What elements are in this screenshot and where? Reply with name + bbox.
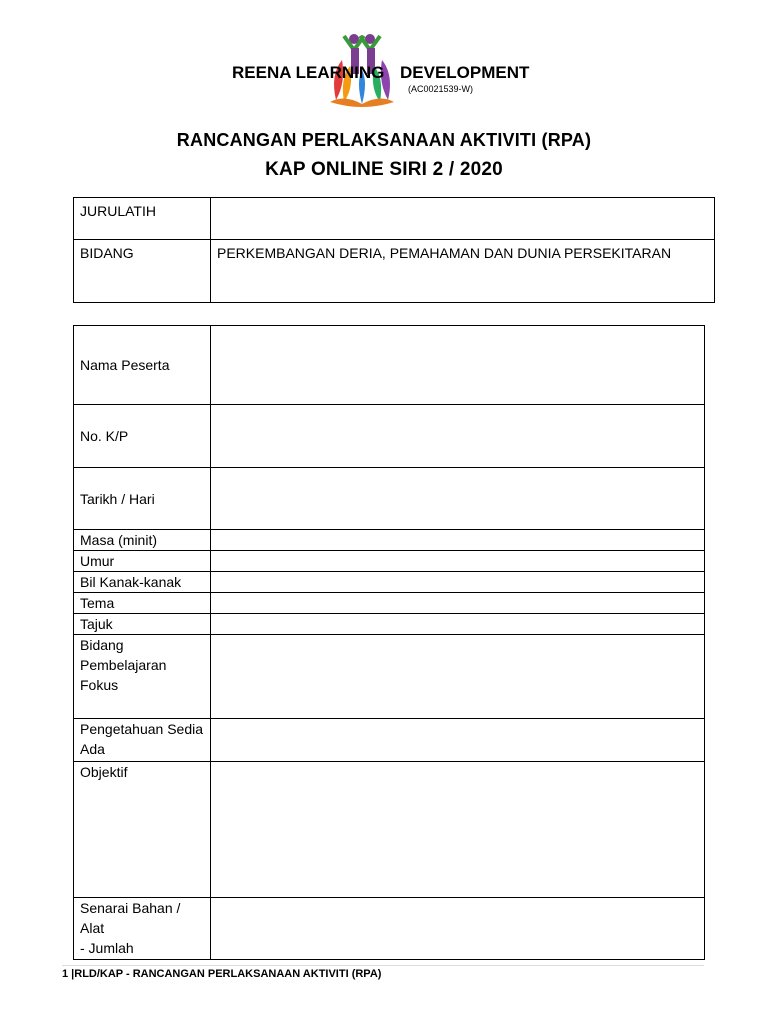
table-row (74, 198, 715, 240)
bidang-fokus-field[interactable] (211, 635, 705, 719)
jumlah-text: - Jumlah (80, 940, 134, 956)
label-masa: Masa (minit) (74, 530, 211, 551)
table-row (74, 898, 705, 960)
label-tajuk: Tajuk (74, 614, 211, 635)
label-senarai-bahan (74, 898, 211, 960)
label-bidang: BIDANG (74, 240, 211, 303)
tajuk-field[interactable] (211, 614, 705, 635)
page-title: RANCANGAN PERLAKSANAAN AKTIVITI (RPA) (176, 130, 592, 150)
table-row (74, 468, 705, 530)
jurulatih-field[interactable] (211, 198, 715, 240)
logo-registration: (AC0021539-W) (408, 84, 474, 94)
table-row (74, 762, 705, 898)
umur-field[interactable] (211, 551, 705, 572)
table-row (74, 326, 705, 405)
pengetahuan-field[interactable] (211, 719, 705, 762)
bil-kanak-field[interactable] (211, 572, 705, 593)
tema-field[interactable] (211, 593, 705, 614)
masa-field[interactable] (211, 530, 705, 551)
table-row (74, 530, 705, 551)
no-kp-field[interactable] (211, 405, 705, 468)
label-nama-peserta: Nama Peserta (74, 326, 211, 405)
senarai-bahan-text: Senarai Bahan / Alat (80, 900, 181, 936)
page-footer: 1 |RLD/KAP - RANCANGAN PERLAKSANAAN AKTIVITI (RPA) (62, 968, 382, 980)
logo-graphic (226, 30, 530, 110)
svg-text:DEVELOPMENT: DEVELOPMENT (400, 63, 530, 82)
nama-peserta-field[interactable] (211, 326, 705, 405)
label-tarikh-hari: Tarikh / Hari (74, 468, 211, 530)
label-bidang-fokus: Bidang Pembelajaran Fokus (74, 635, 211, 719)
label-pengetahuan: Pengetahuan Sedia Ada (74, 719, 211, 762)
activity-table (73, 325, 705, 960)
objektif-field[interactable] (211, 762, 705, 898)
label-bil-kanak: Bil Kanak-kanak (74, 572, 211, 593)
table-row (74, 593, 705, 614)
senarai-bahan-field[interactable] (211, 898, 705, 960)
table-row (74, 719, 705, 762)
table-row (74, 405, 705, 468)
table-row (74, 614, 705, 635)
table-row (74, 240, 715, 303)
label-tema: Tema (74, 593, 211, 614)
table-row (74, 551, 705, 572)
footer-divider (62, 965, 704, 966)
company-logo (226, 30, 530, 110)
table-row (74, 635, 705, 719)
label-no-kp: No. K/P (74, 405, 211, 468)
label-umur: Umur (74, 551, 211, 572)
label-objektif: Objektif (74, 762, 211, 898)
bidang-field[interactable]: PERKEMBANGAN DERIA, PEMAHAMAN DAN DUNIA PERSEKITARAN (211, 240, 715, 303)
table-row (74, 572, 705, 593)
info-table (73, 197, 715, 303)
logo-text: REENA LEARNING (232, 63, 385, 82)
page-subtitle: KAP ONLINE SIRI 2 / 2020 (265, 159, 503, 180)
label-jurulatih: JURULATIH (74, 198, 211, 240)
tarikh-hari-field[interactable] (211, 468, 705, 530)
